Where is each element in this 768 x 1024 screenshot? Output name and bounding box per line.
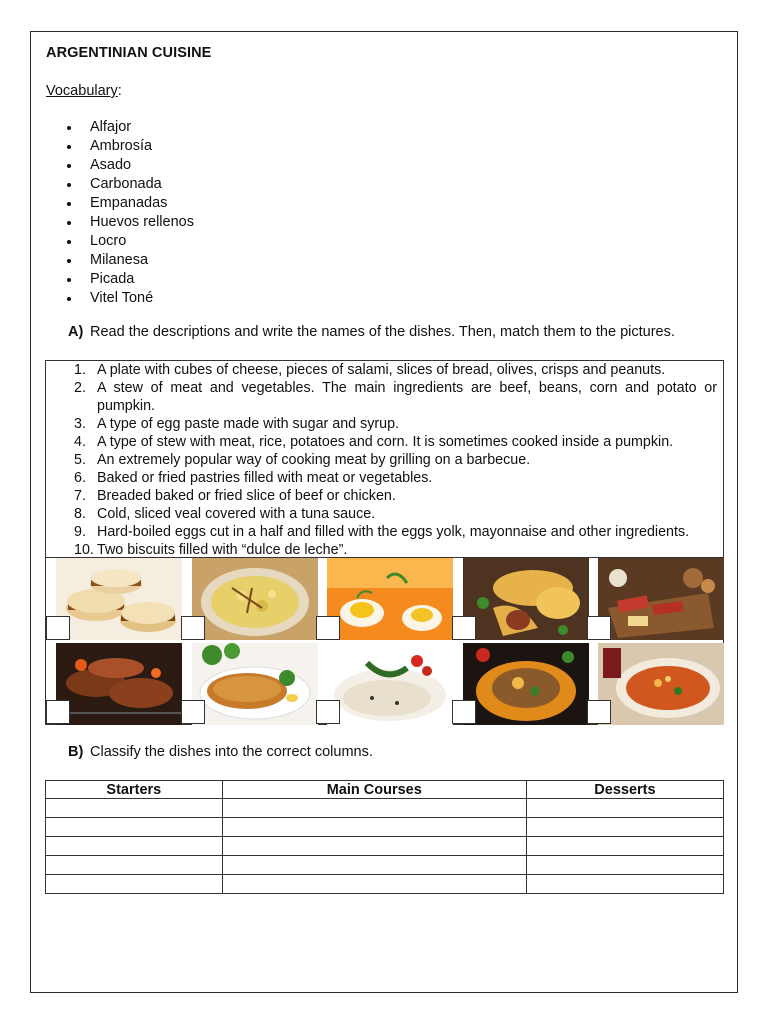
answer-box[interactable] <box>46 700 70 724</box>
task-a-text: Read the descriptions and write the names of the dishes. Then, match them to the pictures. <box>90 324 675 340</box>
answer-box[interactable] <box>181 700 205 724</box>
table-header-row <box>46 781 724 799</box>
vocab-item: Vitel Toné <box>67 289 194 308</box>
description-number: 5. <box>74 452 86 468</box>
answer-box[interactable] <box>587 700 611 724</box>
table-cell[interactable] <box>222 856 526 875</box>
milanesa-image <box>192 643 318 725</box>
description-number: 6. <box>74 470 86 486</box>
vocab-item: Picada <box>67 270 194 289</box>
huevos-rellenos-image <box>327 558 453 640</box>
photo-vitel-tone <box>327 643 453 725</box>
description-text: Cold, sliced veal covered with a tuna sauce. <box>97 506 376 522</box>
alfajores-image <box>56 558 182 640</box>
photo-asado <box>56 643 182 725</box>
picada-image <box>598 558 724 640</box>
table-cell[interactable] <box>222 818 526 837</box>
table-cell[interactable] <box>46 818 223 837</box>
vocab-item: Asado <box>67 156 194 175</box>
descriptions-list <box>46 361 723 559</box>
description-text: A plate with cubes of cheese, pieces of salami, slices of bread, olives, crisps and peanuts. <box>97 362 666 378</box>
description-number: 7. <box>74 488 86 504</box>
description-text: Breaded baked or fried slice of beef or chicken. <box>97 488 396 504</box>
photo-empanadas <box>463 558 589 640</box>
description-number: 8. <box>74 506 86 522</box>
vocabulary-heading-colon: : <box>117 83 122 99</box>
column-starters: Starters <box>46 781 223 799</box>
table-cell[interactable] <box>46 875 223 894</box>
task-b-label: B) <box>68 744 84 760</box>
vocab-item: Carbonada <box>67 175 194 194</box>
task-a-instruction <box>68 324 675 340</box>
table-cell[interactable] <box>46 799 223 818</box>
locro-image <box>463 643 589 725</box>
table-row <box>46 837 724 856</box>
photo-huevos-rellenos <box>327 558 453 640</box>
classification-table <box>45 780 724 894</box>
description-item <box>46 505 723 523</box>
description-item <box>46 415 723 433</box>
table-cell[interactable] <box>222 799 526 818</box>
vocab-item: Empanadas <box>67 194 194 213</box>
answer-box[interactable] <box>46 616 70 640</box>
table-cell[interactable] <box>46 856 223 875</box>
table-cell[interactable] <box>46 837 223 856</box>
table-cell[interactable] <box>526 818 723 837</box>
description-text: Two biscuits filled with “dulce de leche”. <box>97 542 348 558</box>
description-item <box>46 433 723 451</box>
description-number: 2. <box>74 380 86 396</box>
table-row <box>46 799 724 818</box>
description-text: Baked or fried pastries filled with meat or vegetables. <box>97 470 433 486</box>
vocab-item: Milanesa <box>67 251 194 270</box>
vocab-item: Ambrosía <box>67 137 194 156</box>
description-text: A stew of meat and vegetables. The main ingredients are beef, beans, corn and potato or pumpkin. <box>97 380 717 414</box>
table-row <box>46 856 724 875</box>
task-a-label: A) <box>68 324 84 340</box>
carbonada-image <box>598 643 724 725</box>
description-text: An extremely popular way of cooking meat by grilling on a barbecue. <box>97 452 531 468</box>
description-number: 9. <box>74 524 86 540</box>
table-row <box>46 818 724 837</box>
page-title: ARGENTINIAN CUISINE <box>46 45 212 61</box>
description-number: 10. <box>74 542 94 558</box>
answer-box[interactable] <box>452 616 476 640</box>
answer-box[interactable] <box>316 616 340 640</box>
empanadas-image <box>463 558 589 640</box>
description-item <box>46 523 723 541</box>
vocabulary-heading-text: Vocabulary <box>46 83 118 99</box>
photo-ambrosia <box>192 558 318 640</box>
description-number: 1. <box>74 362 86 378</box>
descriptions-box <box>45 360 724 559</box>
task-b-instruction <box>68 744 373 760</box>
table-cell[interactable] <box>526 799 723 818</box>
table-cell[interactable] <box>222 837 526 856</box>
vitel-tone-image <box>327 643 453 725</box>
description-item <box>46 451 723 469</box>
description-item <box>46 487 723 505</box>
table-row <box>46 875 724 894</box>
answer-box[interactable] <box>587 616 611 640</box>
column-main-courses: Main Courses <box>222 781 526 799</box>
photo-picada <box>598 558 724 640</box>
photo-carbonada <box>598 643 724 725</box>
photo-alfajores <box>56 558 182 640</box>
column-desserts: Desserts <box>526 781 723 799</box>
food-photo-grid <box>45 557 724 725</box>
table-cell[interactable] <box>526 837 723 856</box>
table-cell[interactable] <box>222 875 526 894</box>
description-item <box>46 469 723 487</box>
answer-box[interactable] <box>181 616 205 640</box>
description-text: A type of egg paste made with sugar and syrup. <box>97 416 400 432</box>
description-number: 4. <box>74 434 86 450</box>
description-text: A type of stew with meat, rice, potatoes and corn. It is sometimes cooked inside a pumpkin. <box>97 434 674 450</box>
answer-box[interactable] <box>452 700 476 724</box>
vocab-item: Huevos rellenos <box>67 213 194 232</box>
vocabulary-list <box>67 118 194 308</box>
vocabulary-heading <box>46 83 122 99</box>
description-item <box>46 379 723 415</box>
description-item <box>46 361 723 379</box>
asado-image <box>56 643 182 725</box>
answer-box[interactable] <box>316 700 340 724</box>
description-text: Hard-boiled eggs cut in a half and filled with the eggs yolk, mayonnaise and other ingredients. <box>97 524 690 540</box>
photo-milanesa <box>192 643 318 725</box>
description-number: 3. <box>74 416 86 432</box>
table-cell[interactable] <box>526 875 723 894</box>
ambrosia-image <box>192 558 318 640</box>
vocab-item: Alfajor <box>67 118 194 137</box>
vocab-item: Locro <box>67 232 194 251</box>
photo-locro <box>463 643 589 725</box>
task-b-text: Classify the dishes into the correct columns. <box>90 744 373 760</box>
table-cell[interactable] <box>526 856 723 875</box>
